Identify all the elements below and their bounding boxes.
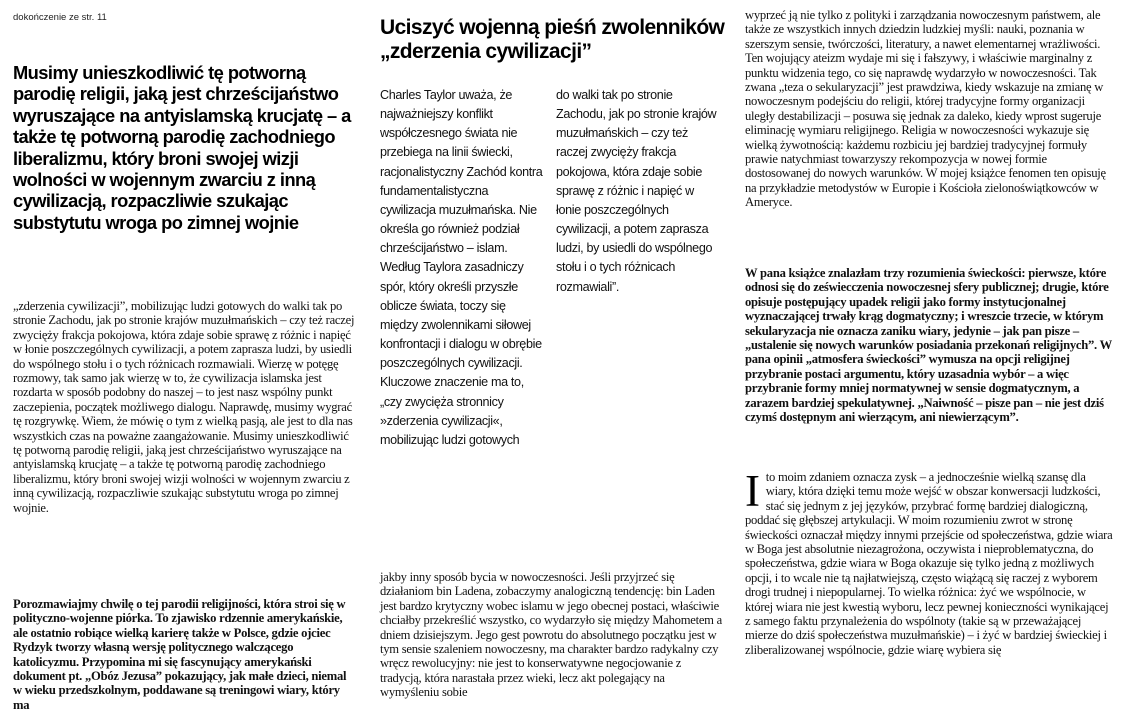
pull-quote: Musimy unieszkodliwić tę potworną parodię religii, jaką jest chrześcijaństwo wyruszające na antyislamską krucjatę – a także tę potworną parodię zachodniego liberalizmu, który broni swojej wizji wolności w wojennym zwarciu z inną cywilizacją, rozpaczliwie szukając substytutu wroga po zimnej wojnie (13, 62, 351, 233)
left-column-question: Porozmawiajmy chwilę o tej parodii religijności, która stroi się w polityczno-wojenne piórka. To zjawisko rdzennie amerykańskie, ale ostatnio robiące wielką karierę także w Polsce, gdzie ojciec Rydzyk tworzy własną wersję politycznego walczącego katolicyzmu. Przypomina mi się fascynujący amerykański dokument pt. „Obóz Jezusa” pokazujący, jak małe dzieci, niemal w wieku przedszkolnym, poddawane są treningowi wiary, który ma (13, 597, 347, 712)
sidebar-title: Uciszyć wojenną pieśń zwolenników „zderzenia cywilizacji” (380, 16, 725, 63)
drop-cap: I (745, 466, 760, 516)
left-column-body: „zderzenia cywilizacji”, mobilizując ludzi gotowych do walki tak po stronie Zachodu, jak po stronie krajów muzułmańskich – czy też raczej zwycięży frakcja pokojowa, która zdaje sobie sprawę z różnic i napięć w łonie poszczególnych cywilizacji, a potem zaprasza ludzi, by usiedli do wspólnego stołu i o tych różnicach rozmawiali. Wierzę w potęgę rozmowy, tak samo jak wierzę w to, że cywilizacja islamska jest rozdarta w sposób podobny do naszej – to jest nasz wspólny punkt zaczepienia, początek możliwego dialogu. Naprawdę, musimy wygrać tę rozgrywkę. Wiem, że mówię o tym z wielką pasją, ale jest to dla nas wszystkich czas na poważne zaangażowanie. Musimy unieszkodliwić tę potworną parodię religii, jaką jest chrześcijaństwo wyruszające na antyislamską krucjatę – a także tę potworną parodię zachodniego liberalizmu, który broni swojej wizji wolności w wojennym zwarciu z inną cywilizacją, rozpaczliwie szukając substytutu wroga po zimnej wojnie. (13, 299, 355, 515)
middle-column-body: jakby inny sposób bycia w nowoczesności. Jeśli przyjrzeć się działaniom bin Ladena, zobaczymy analogiczną tendencję: bin Laden jest bardzo krytyczny wobec islamu w jego obecnej postaci, właściwie chciałby przekreślić wszystko, co wydarzyło się między Mahometem a dniem dzisiejszym. Jego gest powrotu do absolutnego początku jest w tym sensie szaleniem nowoczesny, ma charakter bardzo radykalny czy wręcz rewolucyjny: nie jest to konserwatywne negocjowanie z tradycją, która narastała przez wieki, lecz akt polegający na wymyśleniu sobie (380, 570, 722, 700)
right-column-body: wyprzeć ją nie tylko z polityki i zarządzania nowoczesnym państwem, ale także ze wszystkich innych dziedzin ludzkiej myśli: nauki, poznania w szerszym sensie, twórczości, literatury, a nawet elementarnej wrażliwości. Ten wojujący ateizm wydaje mi się i fałszywy, i właściwie marginalny z punktu widzenia tego, co się naprawdę wydarzyło w nowoczesności. Tak zwana „teza o sekularyzacji” jest prawdziwa, kiedy wskazuje na zmianę w nowoczesnym podejściu do religii, której tradycyjne formy organizacji uległy destabilizacji – posuwa się jednak za daleko, kiedy wprost sugeruje eliminację wymiaru religijnego. Religia w nowoczesności wykazuje się wielką żywotnością: każdemu rozbiciu jej bardziej tradycyjnej formuły prawie natychmiast towarzyszy rekompozycja w nowej formie dostosowanej do nowych warunków. W mojej książce fenomen ten opisuję na przykładzie metodystów w Europie i Kościoła zielonoświątkowców w Ameryce. (745, 8, 1106, 210)
right-column-answer (745, 466, 1115, 657)
sidebar-column-1: Charles Taylor uważa, że najważniejszy konflikt współczesnego świata nie przebiega na linii świecki, racjonalistyczny Zachód kontra fundamentalistyczna cywilizacja muzułmańska. Nie określa go również podział chrześcijaństwo – islam. Według Taylora zasadniczy spór, który określi przyszłe oblicze świata, toczy się między zwolennikami siłowej konfrontacji i dialogu w obrębie poszczególnych cywilizacji. Kluczowe znaczenie ma to, „czy zwycięża stronnicy »zderzenia cywilizacji«, mobilizując ludzi gotowych (380, 88, 543, 447)
continued-from-label: dokończenie ze str. 11 (13, 12, 107, 23)
right-column-question: W pana książce znalazłam trzy rozumienia świeckości: pierwsze, które odnosi się do zeświecczenia nowoczesnej sfery publicznej; drugie, które opisuje postępujący upadek religii jako formy instytucjonalnej wyznaczającej trwały krąg dogmatyczny; i wreszcie trzecie, w którym sekularyzacja nie oznacza zaniku wiary, jedynie – jak pan pisze – „ustalenie się nowych warunków posiadania przekonań religijnych”. W pana opinii „atmosfera świeckości” wymusza na opcji religijnej przybranie postaci argumentu, który uzasadnia wybór – a więc przybranie formy mniej normatywnej w sensie dogmatycznym, a zarazem bardziej spekulatywnej. „Naiwność – pisze pan – nie jest dziś czymś dostępnym ani wierzącym, ani niewierzącym”. (745, 266, 1112, 425)
answer-text: to moim zdaniem oznacza zysk – a jednocześnie wielką szansę dla wiary, która dzięki temu może wejść w obszar konwersacji ludzkości, stać się jednym z jej języków, przybrać formę bardziej dialogiczną, poddać się głębszej artykulacji. W moim rozumieniu zwrot w stronę świeckości oznaczał między innymi przejście od społeczeństwa, gdzie wiara w Boga jest absolutnie niezagrożona, oczywista i nieproblematyczna, do społeczeństwa, gdzie wiara w Boga okazuje się tylko jedną z możliwych opcji, i to wcale nie tą najłatwiejszą, często wiążącą się raczej z wyborem drogi trudnej i niepopularnej. To wielka różnica: żyć we wspólnocie, w której wiara nie jest kwestią wyboru, lecz pewnej konieczności wynikającej z samego faktu przynależenia do wspólnoty (takie są w przeważającej mierze do dziś społeczeństwa muzułmańskie) – i żyć w bardziej świeckiej i zliberalizowanej wspólnocie, gdzie wiarę wybiera się (745, 470, 1113, 657)
sidebar-column-2: do walki tak po stronie Zachodu, jak po stronie krajów muzułmańskich – czy też raczej zwycięży frakcja pokojowa, która zdaje sobie sprawę z różnic i napięć w łonie poszczególnych cywilizacji, a potem zaprasza ludzi, by usiedli do wspólnego stołu i o tych różnicach rozmawiali”. (556, 88, 717, 294)
